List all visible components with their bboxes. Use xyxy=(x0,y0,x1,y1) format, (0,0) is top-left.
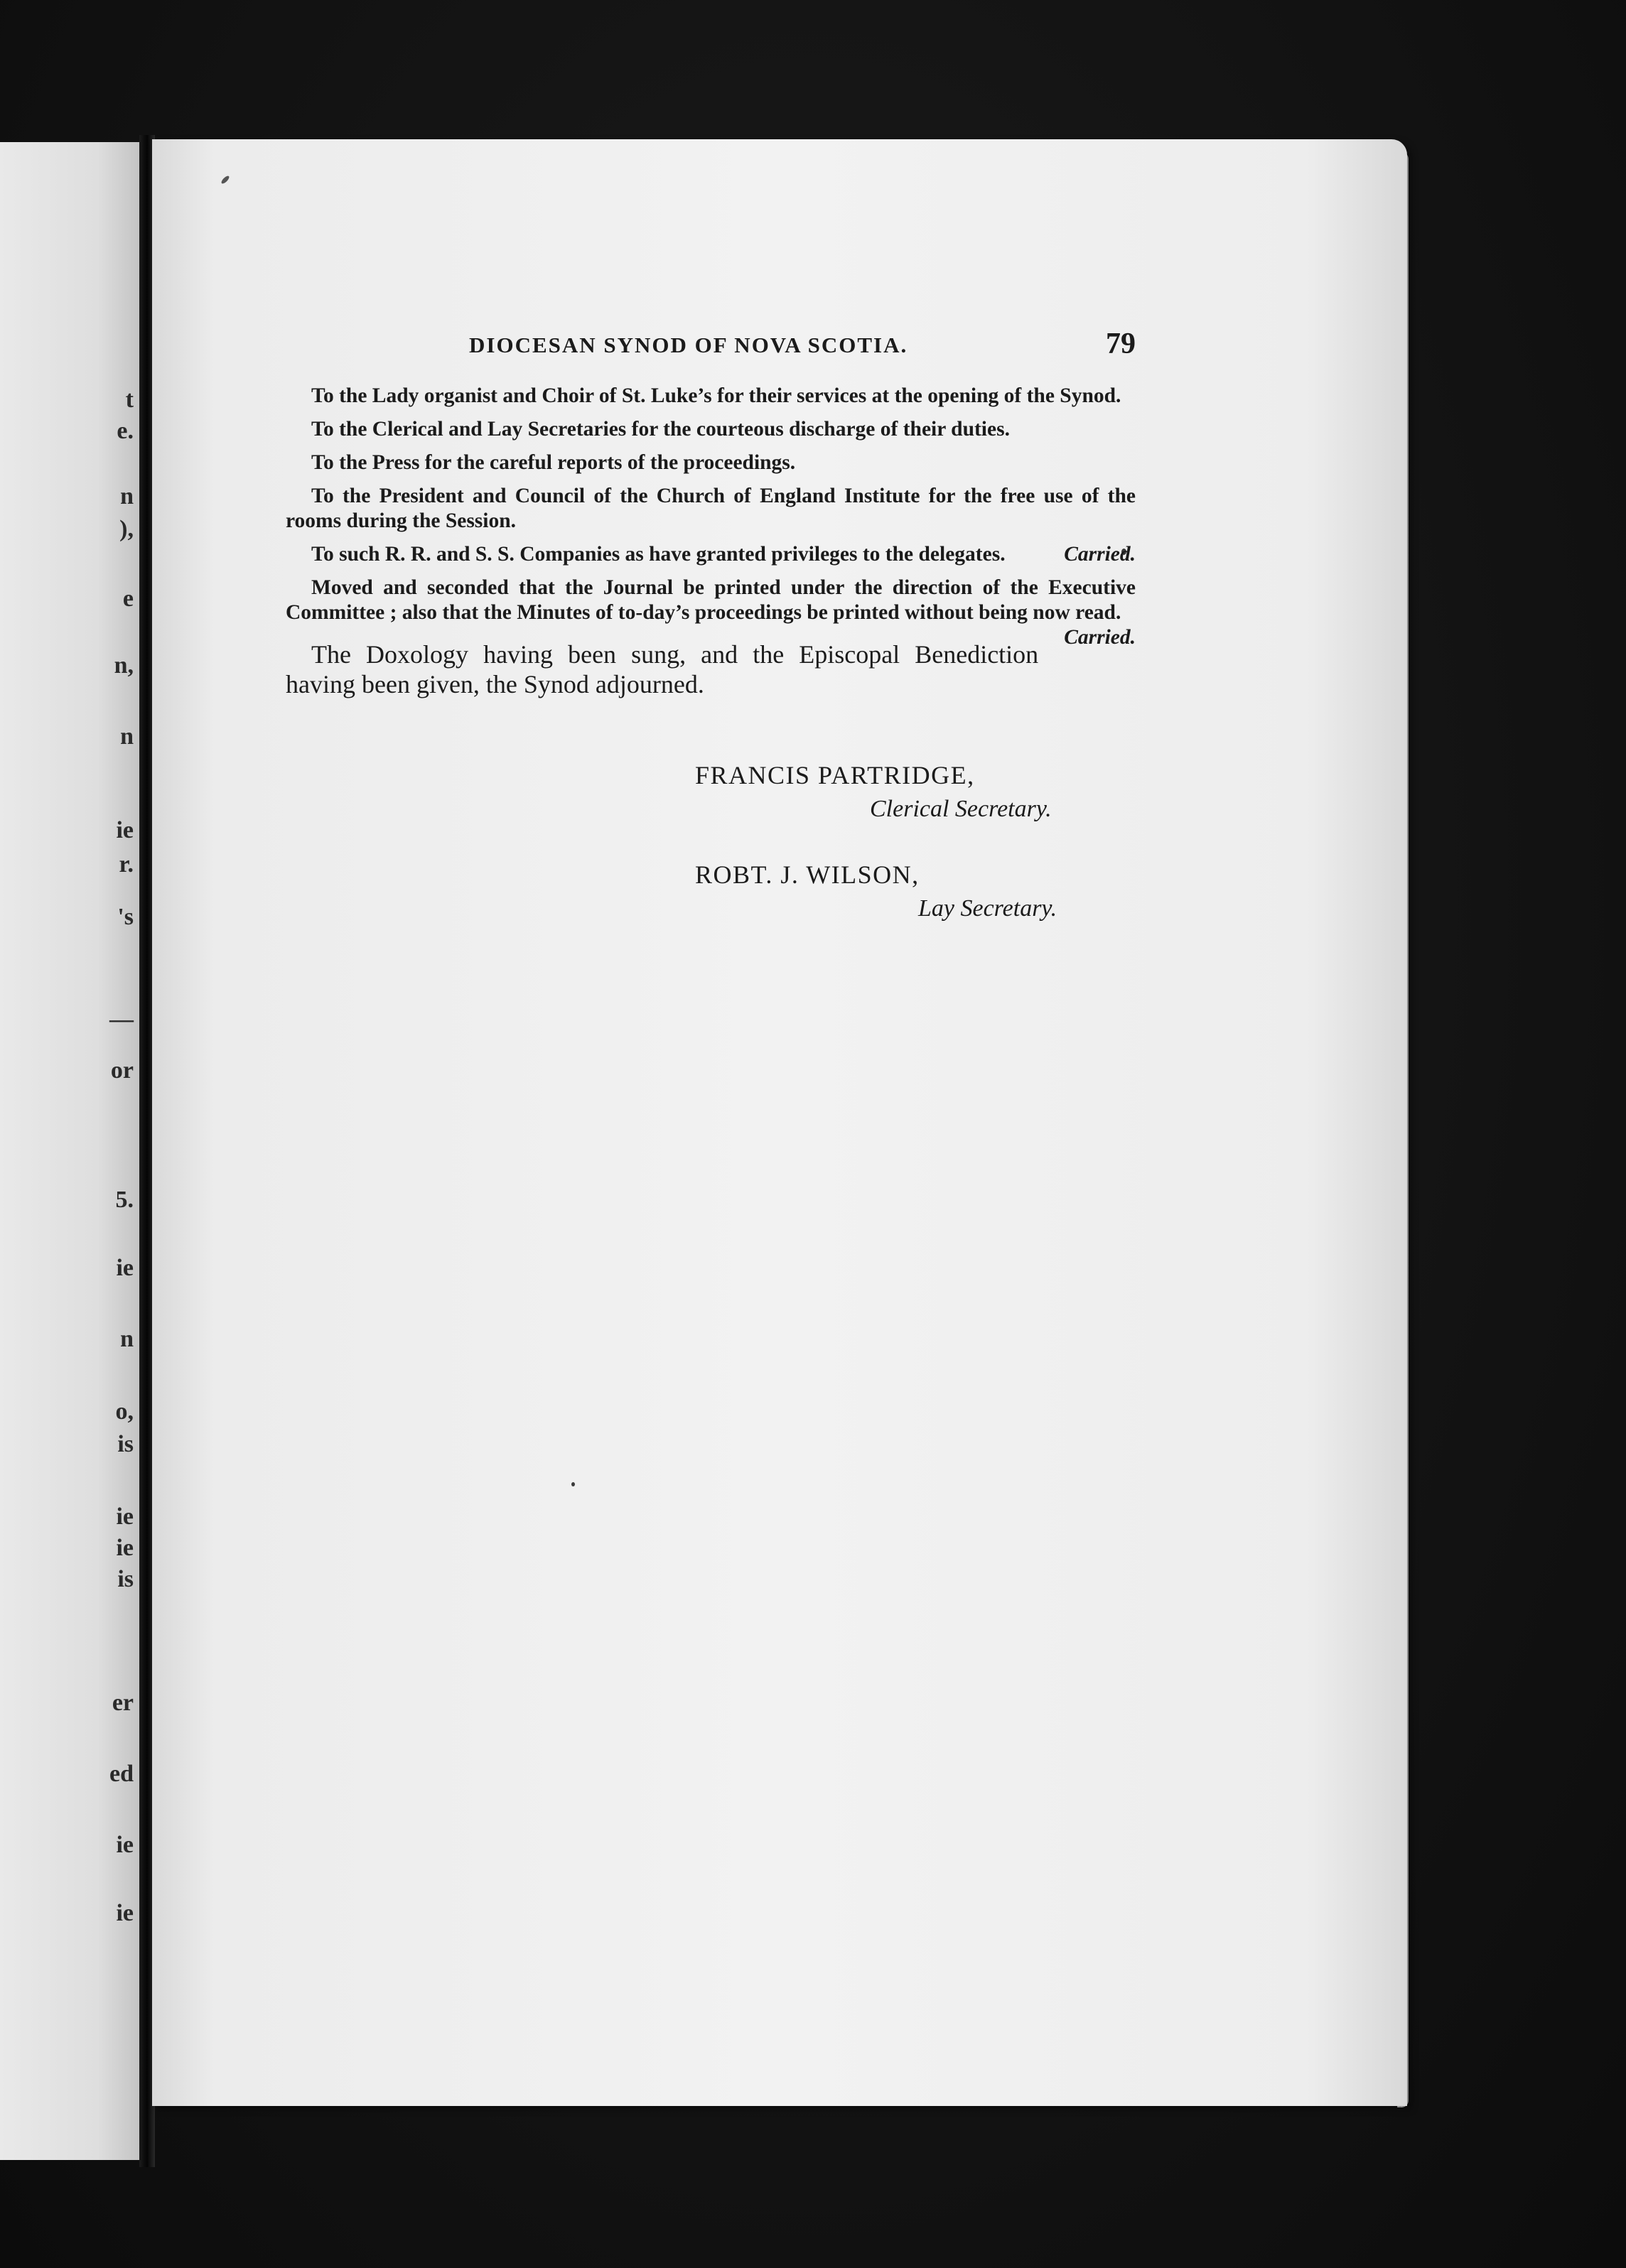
paragraph-text: To the Press for the careful reports of the proceedings. xyxy=(311,451,796,474)
carried-label: Carried. xyxy=(1064,543,1136,566)
left-fragment: is xyxy=(117,1431,134,1457)
paragraph xyxy=(286,384,1136,409)
page-header xyxy=(286,327,1136,369)
paragraph xyxy=(286,542,1136,567)
paragraph xyxy=(286,450,1136,475)
running-title: DIOCESAN SYNOD OF NOVA SCOTIA. xyxy=(469,333,908,357)
paragraph-text: To the President and Council of the Church of England Institute for the free use of the rooms during the Session. xyxy=(286,485,1136,532)
left-fragment: or xyxy=(110,1057,134,1084)
page-content xyxy=(286,327,1136,921)
paragraph xyxy=(286,417,1136,442)
lay-secretary-name: ROBT. J. WILSON, xyxy=(695,860,920,889)
page-number: 79 xyxy=(1106,328,1136,360)
left-fragment: ie xyxy=(116,1535,134,1561)
left-fragment: ie xyxy=(116,1503,134,1530)
left-fragment: e xyxy=(122,585,134,612)
left-fragment: ed xyxy=(109,1761,134,1787)
paragraph xyxy=(286,484,1136,534)
left-fragment: r. xyxy=(119,851,134,878)
left-fragment: ie xyxy=(116,1832,134,1858)
left-fragment: ie xyxy=(116,817,134,843)
paragraph xyxy=(286,576,1136,649)
paragraph-text: To such R. R. and S. S. Companies as have granted privileges to the delegates. xyxy=(311,543,1006,566)
left-fragment: 5. xyxy=(115,1187,134,1213)
left-fragment: t xyxy=(125,387,134,413)
left-fragment: er xyxy=(112,1690,134,1716)
left-fragment: — xyxy=(109,1006,134,1032)
left-fragment: e. xyxy=(117,418,134,444)
scan-mark xyxy=(220,175,230,185)
left-fragment: n xyxy=(120,723,134,750)
left-fragment: ), xyxy=(119,516,134,542)
scan-mark xyxy=(571,1482,575,1486)
paragraph-text: To the Lady organist and Choir of St. Luke’s for their services at the opening of the Synod. xyxy=(311,384,1121,407)
left-page-edge xyxy=(0,142,139,2160)
left-fragment: o, xyxy=(115,1398,134,1425)
carried-label: Carried. xyxy=(1064,626,1136,649)
closing-paragraph: The Doxology having been sung, and the Episcopal Benediction having been given, the Synod adjourned. xyxy=(286,640,1039,698)
paragraph-text: To the Clerical and Lay Secretaries for the courteous discharge of their duties. xyxy=(311,418,1010,441)
left-fragment: n xyxy=(120,1326,134,1352)
lay-secretary-title: Lay Secretary. xyxy=(918,895,1057,922)
left-fragment: is xyxy=(117,1566,134,1592)
left-fragment: 's xyxy=(117,904,134,930)
paragraph-text: Moved and seconded that the Journal be printed under the direction of the Executive Committee ; also that the Minutes of to-day’s proceedings be printed without being now read. xyxy=(286,576,1136,624)
left-fragment: ie xyxy=(116,1900,134,1926)
left-fragment: ie xyxy=(116,1255,134,1281)
left-fragment: n, xyxy=(114,652,134,679)
clerical-secretary-title: Clerical Secretary. xyxy=(870,796,1052,822)
left-fragment: n xyxy=(120,483,134,509)
resolutions xyxy=(286,384,1136,699)
clerical-secretary-name: FRANCIS PARTRIDGE, xyxy=(695,761,975,789)
signatures xyxy=(286,708,1136,921)
